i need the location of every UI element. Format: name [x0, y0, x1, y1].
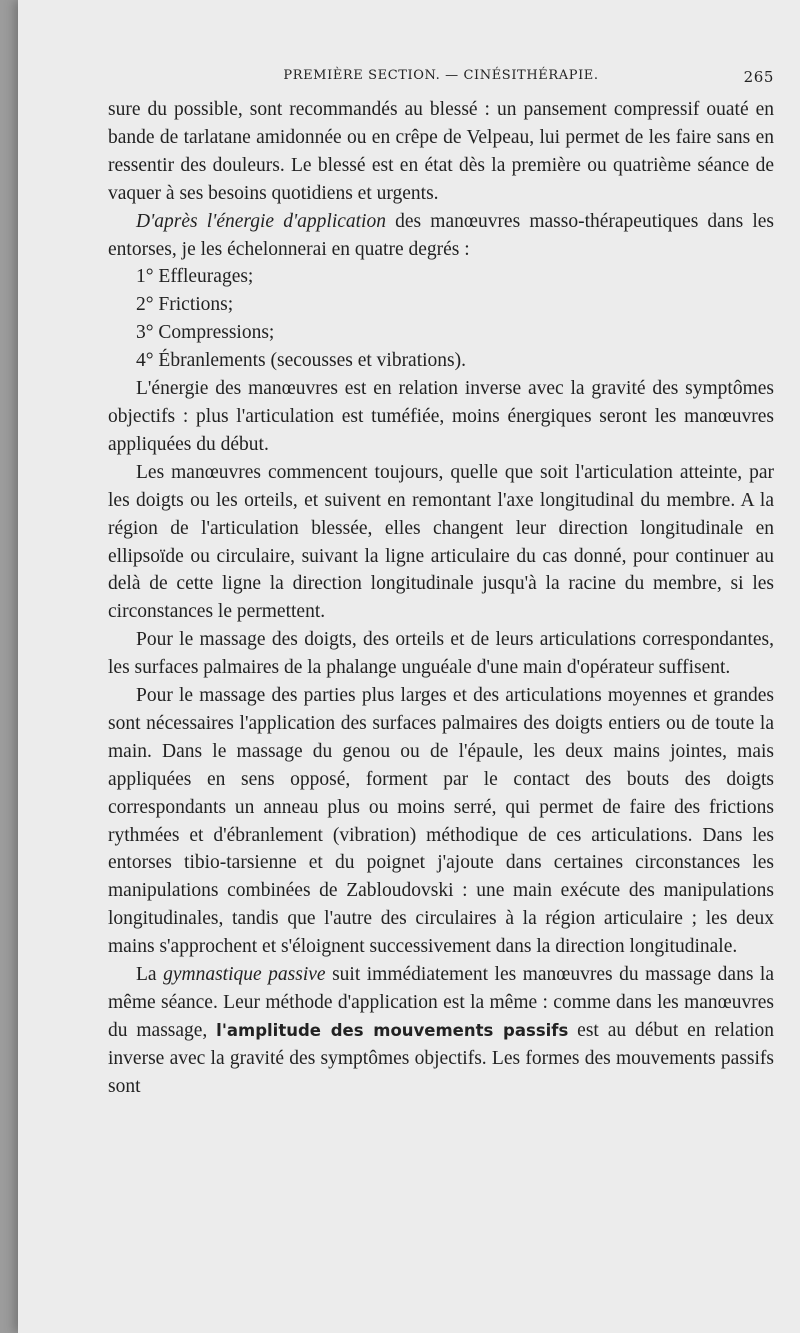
list-item-2: 2° Frictions; [136, 294, 234, 316]
paragraph-3: L'énergie des manœuvres est en relation inverse avec la gravité des symptômes objectifs : plus l'articulation est tuméfiée, moins énergiques seront les manœuvres appliquées du début. [108, 378, 774, 455]
paragraph-2 [108, 208, 774, 264]
paragraph-4: Les manœuvres commencent toujours, quelle que soit l'articulation atteinte, par les doigts ou les orteils, et suivent en remontant l'axe longitudinal du membre. A la région de l'articulation blessée, elles changent leur direction longitudinale en ellipsoïde ou circulaire, suivant la ligne articulaire du cas donné, pour continuer au delà de cette ligne la direction longitudinale jusqu'à la racine du membre, si les circonstances le permettent. [108, 461, 774, 623]
paragraph-7 [108, 961, 774, 1101]
paragraph-7-end: est au début en relation inverse avec la gravité des symptômes objectifs. Les formes des mouvements passifs sont [108, 1019, 774, 1097]
italic-phrase: D'après l'énergie d'application [136, 210, 386, 232]
paragraph-7-middle: suit immédiatement les manœuvres du massage dans la même séance. Leur méthode d'application est la même : comme dans les manœuvres du massage, [108, 964, 774, 1041]
bold-phrase: l'amplitude des mouvements passifs [216, 1020, 569, 1040]
paragraph-6: Pour le massage des parties plus larges et des articulations moyennes et grandes sont nécessaires l'application des surfaces palmaires des doigts entiers ou de toute la main. Dans le massage du genou ou de l'épaule, les deux mains jointes, mais appliquées en sens opposé, forment par le contact des bouts des doigts correspondants un anneau plus ou moins serré, qui permet de faire des frictions rythmées et d'ébranlement (vibration) méthodique de ces articulations. Dans les entorses tibio-tarsienne et du poignet j'ajoute dans certaines circonstances les manipulations combinées de Zabloudovski : une main exécute des manipulations longitudinales, tandis que l'autre des circulaires à la région articulaire ; les deux mains s'approchent et s'éloignent successivement dans la direction longitudinale. [108, 685, 774, 958]
list-item-3: 3° Compressions; [136, 322, 275, 344]
page-number: 265 [743, 68, 774, 86]
italic-term: gymnastique passive [163, 964, 326, 986]
scanned-page [18, 0, 800, 1333]
running-header [108, 64, 774, 86]
page-content [108, 64, 774, 1101]
running-head-title: PREMIÈRE SECTION. — CINÉSITHÉRAPIE. [283, 68, 599, 83]
list-item-4: 4° Ébranlements (secousses et vibrations). [136, 350, 467, 372]
body-text [108, 96, 774, 1101]
list-item-1: 1° Effleurages; [136, 266, 254, 288]
paragraph-2-text: des manœuvres masso-thérapeutiques dans les entorses, je les échelonnerai en quatre degrés : [108, 210, 774, 260]
paragraph-7-lead: La [136, 964, 164, 986]
paragraph-5: Pour le massage des doigts, des orteils et de leurs articulations correspondantes, les surfaces palmaires de la phalange unguéale d'une main d'opérateur suffisent. [108, 629, 774, 679]
paragraph-1: sure du possible, sont recommandés au blessé : un pansement compressif ouaté en bande de tarlatane amidonnée ou en crêpe de Velpeau, lui permet de les faire sans en ressentir des douleurs. Le blessé est en état dès la première ou quatrième séance de vaquer à ses besoins quotidiens et urgents. [108, 99, 774, 204]
